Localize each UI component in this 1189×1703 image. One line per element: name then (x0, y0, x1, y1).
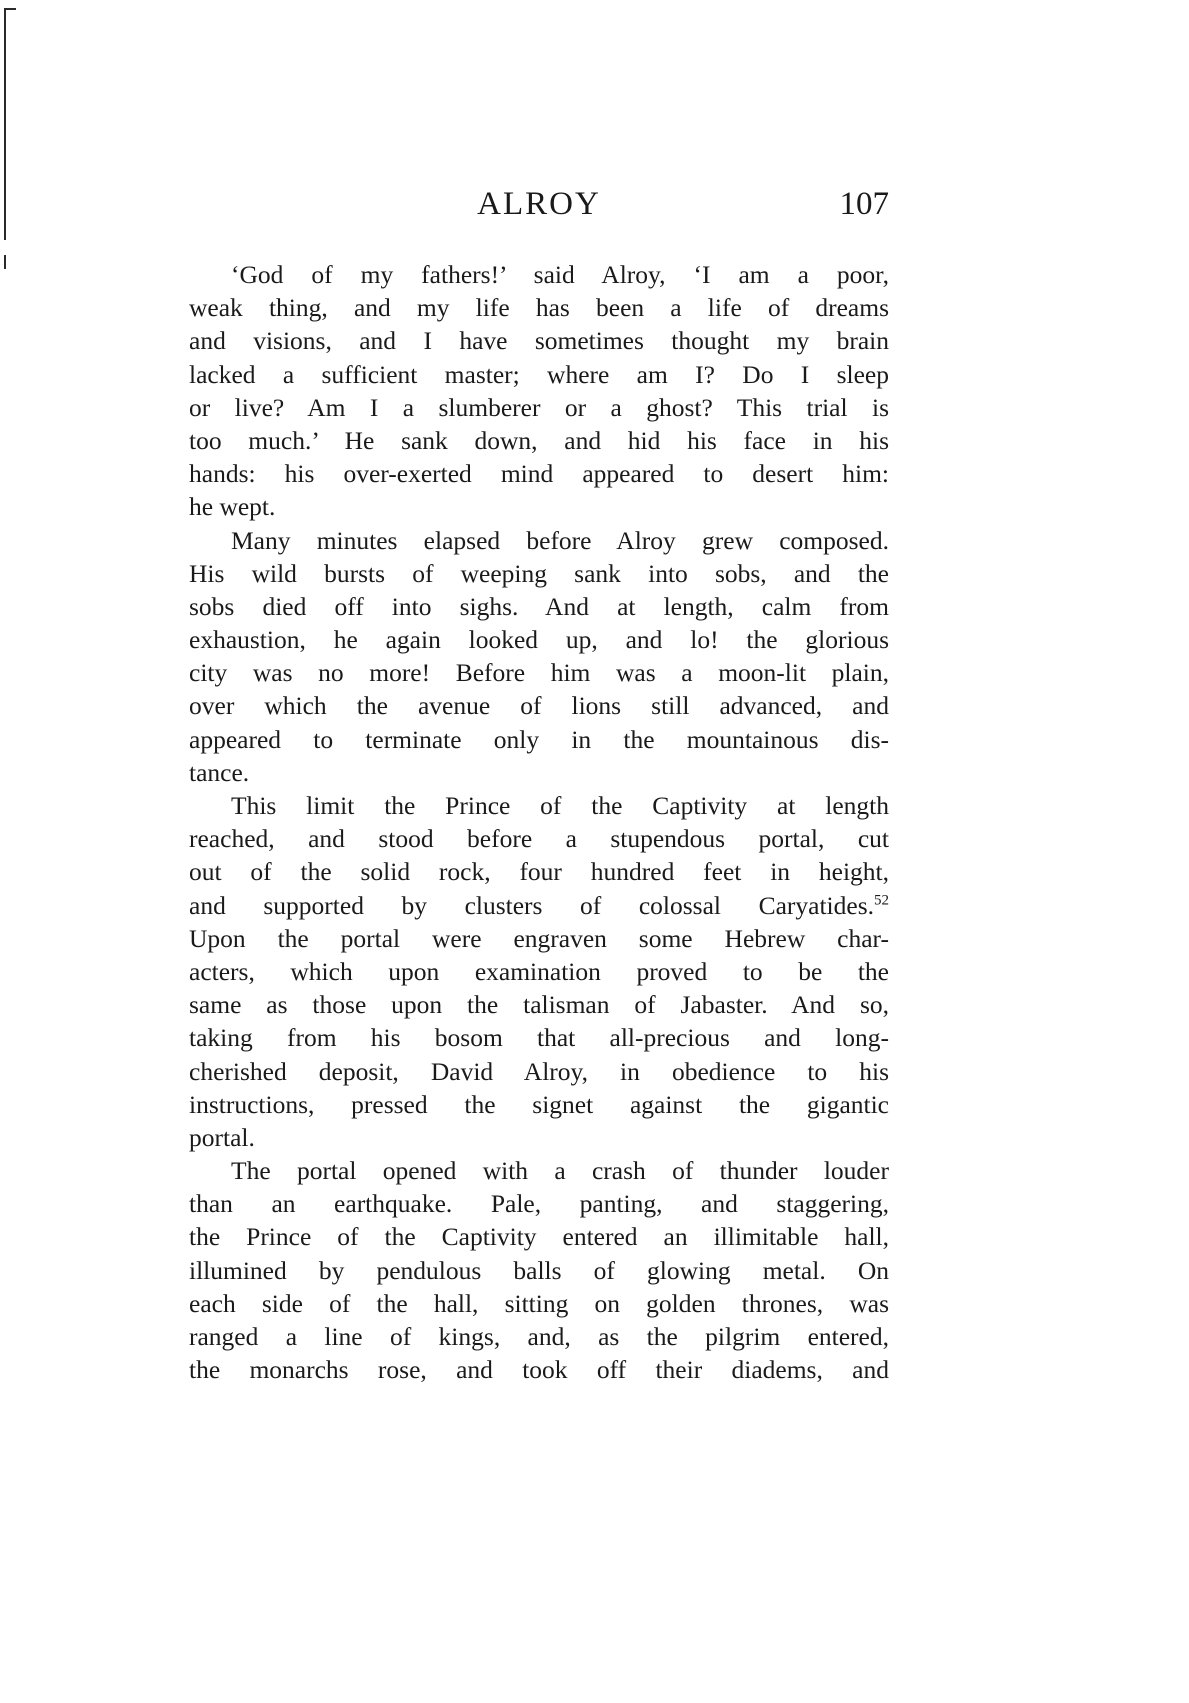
text-line: Many minutes elapsed before Alroy grew composed. (231, 525, 889, 555)
text-line: This limit the Prince of the Captivity at length (231, 791, 889, 820)
body-text (189, 258, 889, 1386)
text-line-content: and supported by clusters of colossal Caryatides. (189, 890, 874, 920)
text-line: weak thing, and my life has been a life of dreams (189, 293, 889, 323)
text-line: taking from his bosom that all-precious and long- (189, 1023, 889, 1053)
text-line-with-note (189, 889, 889, 922)
text-line: lacked a sufficient master; where am I? Do I sleep (189, 359, 889, 389)
text-line: too much.’ He sank down, and hid his face in his (189, 425, 889, 455)
text-line: city was no more! Before him was a moon-lit plain, (189, 658, 889, 688)
text-line: than an earthquake. Pale, panting, and staggering, (189, 1189, 889, 1219)
running-head (189, 186, 889, 236)
text-line: same as those upon the talisman of Jabaster. And so, (189, 990, 889, 1020)
text-line: the monarchs rose, and took off their diadems, and (189, 1355, 889, 1385)
text-line: each side of the hall, sitting on golden thrones, was (189, 1288, 889, 1318)
text-line: out of the solid rock, four hundred feet in height, (189, 857, 889, 887)
text-line: cherished deposit, David Alroy, in obedience to his (189, 1056, 889, 1086)
text-line: sobs died off into sighs. And at length, calm from (189, 591, 889, 621)
text-line: portal. (189, 1122, 255, 1152)
scan-edge-line (4, 8, 6, 240)
text-line: The portal opened with a crash of thunder louder (231, 1156, 889, 1186)
text-line: ranged a line of kings, and, as the pilgrim entered, (189, 1322, 889, 1351)
running-title: ALROY (477, 186, 601, 222)
text-line: Upon the portal were engraven some Hebrew char- (189, 923, 889, 953)
text-line: instructions, pressed the signet against the gigantic (189, 1089, 889, 1119)
page-number: 107 (839, 186, 889, 222)
text-line: he wept. (189, 492, 276, 522)
text-line: over which the avenue of lions still advanced, and (189, 691, 889, 721)
text-line: hands: his over-exerted mind appeared to desert him: (189, 459, 889, 489)
text-line: reached, and stood before a stupendous portal, cut (189, 824, 889, 854)
scan-edge-mark (4, 255, 6, 269)
text-line: tance. (189, 757, 250, 787)
text-line: or live? Am I a slumberer or a ghost? This trial is (189, 392, 889, 422)
text-line: and visions, and I have sometimes thought my brain (189, 326, 889, 356)
text-line: the Prince of the Captivity entered an illimitable hall, (189, 1222, 889, 1252)
scan-edge-tick (4, 8, 16, 10)
text-line: acters, which upon examination proved to be the (189, 956, 889, 986)
footnote-reference: 52 (874, 892, 889, 909)
text-line: appeared to terminate only in the mountainous dis- (189, 724, 889, 754)
text-line: His wild bursts of weeping sank into sobs, and the (189, 558, 889, 588)
text-line: ‘God of my fathers!’ said Alroy, ‘I am a poor, (231, 260, 889, 289)
text-line: exhaustion, he again looked up, and lo! the glorious (189, 625, 889, 655)
text-line: illumined by pendulous balls of glowing metal. On (189, 1255, 889, 1285)
